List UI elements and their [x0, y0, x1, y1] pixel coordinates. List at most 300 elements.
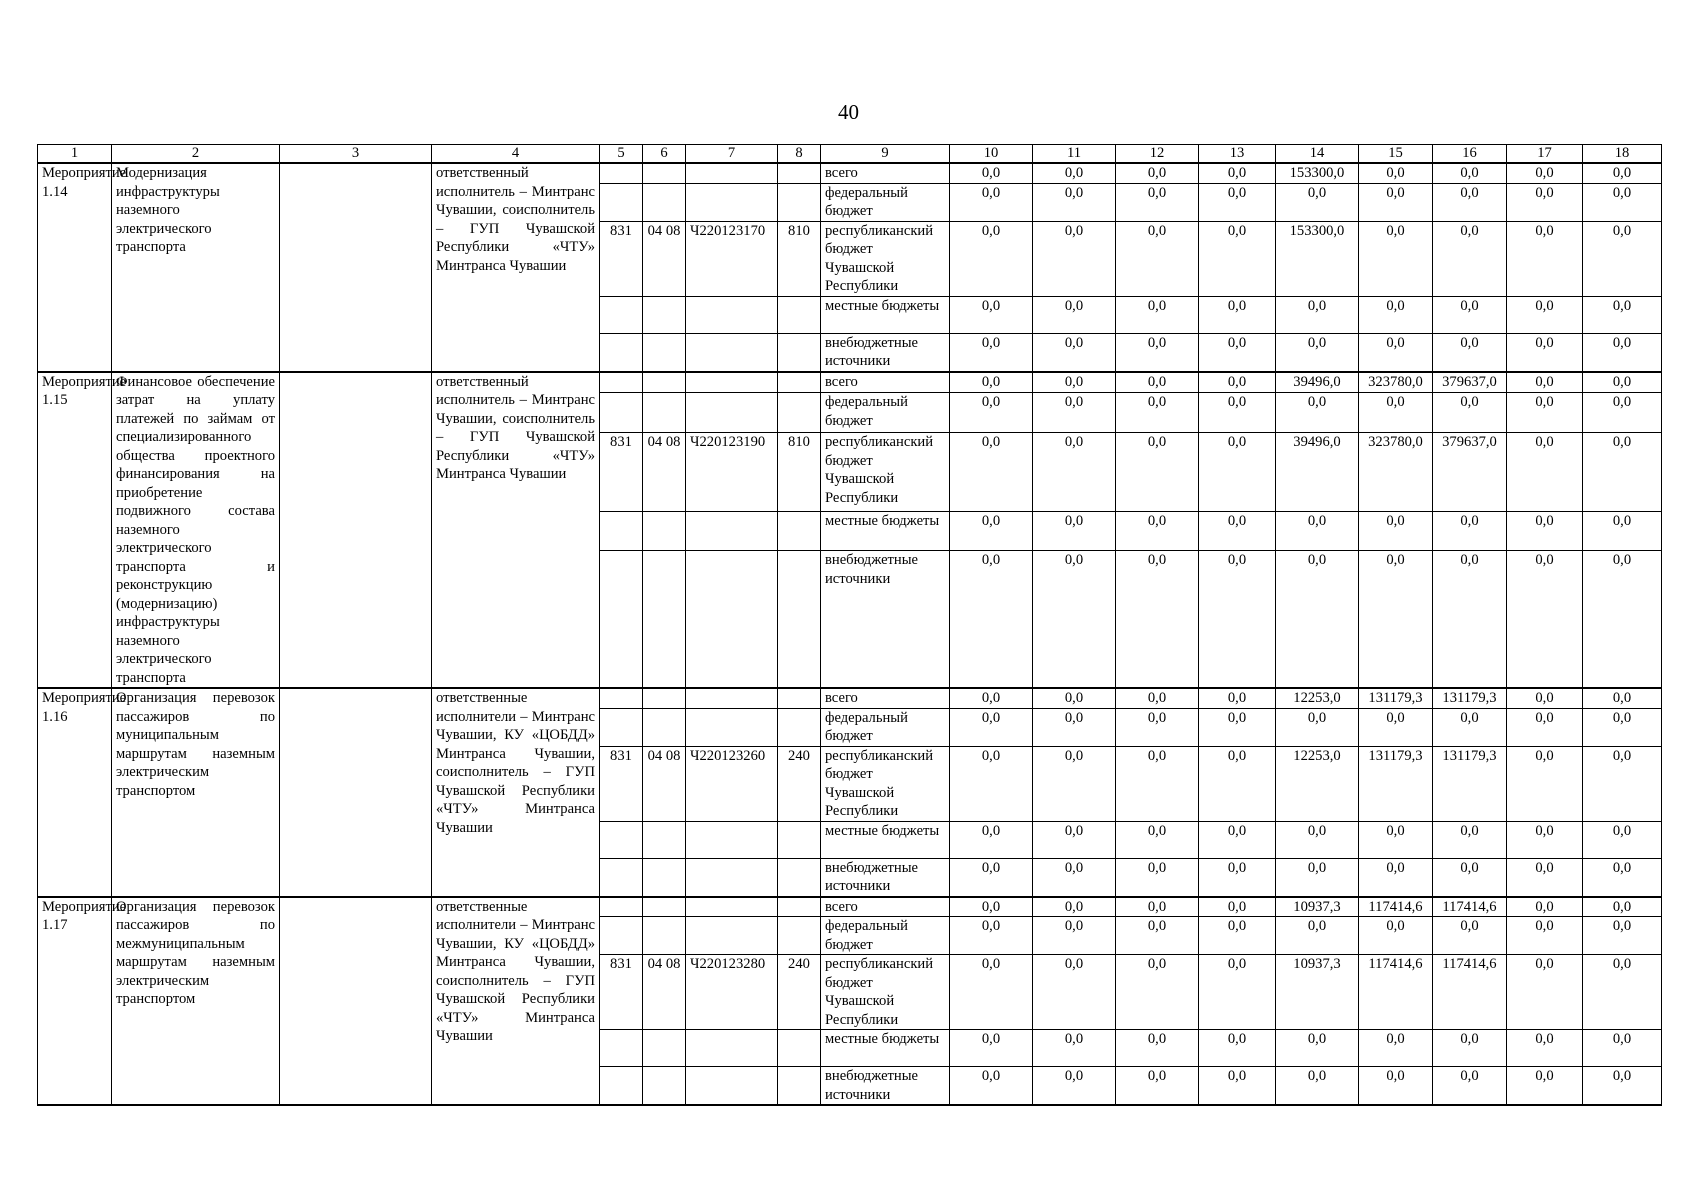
- amount-cell: 0,0: [1199, 708, 1276, 746]
- amount-cell: 0,0: [1199, 372, 1276, 393]
- csr-code: [686, 917, 778, 955]
- grbs-code: 831: [600, 746, 643, 821]
- vr-code: [778, 688, 821, 708]
- amount-cell: 0,0: [1583, 1030, 1662, 1067]
- vr-code: [778, 708, 821, 746]
- amount-cell: 0,0: [1199, 955, 1276, 1030]
- source-label: федеральный бюджет: [821, 708, 950, 746]
- measure-executors: ответственный исполнитель – Минтранс Чувашии, соисполнитель – ГУП Чувашской Республики «ЧТУ» Минтранса Чувашии: [432, 163, 600, 372]
- amount-cell: 0,0: [1116, 333, 1199, 372]
- source-label: всего: [821, 163, 950, 183]
- csr-code: [686, 372, 778, 393]
- amount-cell: 131179,3: [1433, 688, 1507, 708]
- rzpr-code: [643, 296, 686, 333]
- amount-cell: 0,0: [1433, 821, 1507, 858]
- amount-cell: 0,0: [1507, 821, 1583, 858]
- amount-cell: 0,0: [1433, 708, 1507, 746]
- source-label: всего: [821, 897, 950, 917]
- amount-cell: 0,0: [1033, 512, 1116, 551]
- rzpr-code: [643, 917, 686, 955]
- amount-cell: 153300,0: [1276, 163, 1359, 183]
- rzpr-code: [643, 163, 686, 183]
- grbs-code: [600, 1030, 643, 1067]
- amount-cell: 0,0: [1433, 551, 1507, 688]
- amount-cell: 323780,0: [1359, 433, 1433, 512]
- amount-cell: 0,0: [1116, 1030, 1199, 1067]
- csr-code: Ч220123190: [686, 433, 778, 512]
- amount-cell: 0,0: [1116, 372, 1199, 393]
- amount-cell: 0,0: [1276, 183, 1359, 221]
- amount-cell: 0,0: [1116, 183, 1199, 221]
- amount-cell: 0,0: [1583, 512, 1662, 551]
- amount-cell: 0,0: [1276, 917, 1359, 955]
- measure-group: [38, 372, 1662, 689]
- column-header: 3: [280, 145, 432, 164]
- amount-cell: 0,0: [950, 393, 1033, 433]
- measure-col3: [280, 688, 432, 897]
- amount-cell: 0,0: [1583, 333, 1662, 372]
- amount-cell: 0,0: [1433, 183, 1507, 221]
- amount-cell: 0,0: [1359, 296, 1433, 333]
- rzpr-code: 04 08: [643, 955, 686, 1030]
- amount-cell: 0,0: [1507, 955, 1583, 1030]
- amount-cell: 0,0: [1359, 1067, 1433, 1106]
- measure-label: Мероприятие 1.16: [38, 688, 112, 897]
- amount-cell: 0,0: [1507, 296, 1583, 333]
- source-label: республиканский бюджет Чувашской Республики: [821, 955, 950, 1030]
- amount-cell: 0,0: [1583, 372, 1662, 393]
- vr-code: 810: [778, 433, 821, 512]
- rzpr-code: [643, 1030, 686, 1067]
- grbs-code: [600, 163, 643, 183]
- vr-code: [778, 1030, 821, 1067]
- grbs-code: [600, 917, 643, 955]
- amount-cell: 0,0: [1276, 333, 1359, 372]
- measure-executors: ответственный исполнитель – Минтранс Чувашии, соисполнитель – ГУП Чувашской Республики «ЧТУ» Минтранса Чувашии: [432, 372, 600, 689]
- amount-cell: 0,0: [1199, 746, 1276, 821]
- amount-cell: 0,0: [1507, 512, 1583, 551]
- amount-cell: 0,0: [1583, 746, 1662, 821]
- source-label: республиканский бюджет Чувашской Республики: [821, 221, 950, 296]
- vr-code: [778, 333, 821, 372]
- csr-code: [686, 821, 778, 858]
- amount-cell: 0,0: [1507, 163, 1583, 183]
- csr-code: [686, 858, 778, 897]
- amount-cell: 0,0: [1507, 393, 1583, 433]
- amount-cell: 0,0: [1116, 296, 1199, 333]
- rzpr-code: [643, 821, 686, 858]
- amount-cell: 0,0: [1033, 551, 1116, 688]
- grbs-code: [600, 183, 643, 221]
- column-header: 17: [1507, 145, 1583, 164]
- amount-cell: 0,0: [1199, 333, 1276, 372]
- amount-cell: 0,0: [1359, 221, 1433, 296]
- vr-code: 240: [778, 746, 821, 821]
- amount-cell: 0,0: [1433, 858, 1507, 897]
- amount-cell: 0,0: [1116, 746, 1199, 821]
- amount-cell: 0,0: [1276, 708, 1359, 746]
- amount-cell: 0,0: [1359, 333, 1433, 372]
- amount-cell: 0,0: [1199, 393, 1276, 433]
- column-header: 16: [1433, 145, 1507, 164]
- amount-cell: 0,0: [1507, 1030, 1583, 1067]
- vr-code: [778, 821, 821, 858]
- amount-cell: 0,0: [1583, 296, 1662, 333]
- amount-cell: 0,0: [1199, 858, 1276, 897]
- amount-cell: 0,0: [1583, 858, 1662, 897]
- amount-cell: 0,0: [1033, 821, 1116, 858]
- rzpr-code: [643, 512, 686, 551]
- amount-cell: 0,0: [1199, 183, 1276, 221]
- grbs-code: [600, 708, 643, 746]
- source-label: федеральный бюджет: [821, 183, 950, 221]
- amount-cell: 0,0: [1116, 551, 1199, 688]
- csr-code: [686, 551, 778, 688]
- rzpr-code: [643, 183, 686, 221]
- table-row: [38, 163, 1662, 183]
- amount-cell: 0,0: [1199, 917, 1276, 955]
- vr-code: [778, 551, 821, 688]
- amount-cell: 0,0: [1116, 917, 1199, 955]
- amount-cell: 0,0: [1359, 183, 1433, 221]
- csr-code: [686, 183, 778, 221]
- amount-cell: 0,0: [1583, 821, 1662, 858]
- amount-cell: 117414,6: [1433, 897, 1507, 917]
- csr-code: [686, 1030, 778, 1067]
- measure-col3: [280, 897, 432, 1106]
- amount-cell: 323780,0: [1359, 372, 1433, 393]
- column-header: 5: [600, 145, 643, 164]
- amount-cell: 0,0: [1276, 1030, 1359, 1067]
- amount-cell: 39496,0: [1276, 433, 1359, 512]
- amount-cell: 0,0: [950, 183, 1033, 221]
- amount-cell: 0,0: [1507, 183, 1583, 221]
- amount-cell: 0,0: [950, 955, 1033, 1030]
- csr-code: [686, 163, 778, 183]
- amount-cell: 0,0: [1583, 1067, 1662, 1106]
- amount-cell: 0,0: [950, 163, 1033, 183]
- amount-cell: 0,0: [1507, 897, 1583, 917]
- grbs-code: 831: [600, 955, 643, 1030]
- csr-code: [686, 688, 778, 708]
- amount-cell: 0,0: [1507, 688, 1583, 708]
- amount-cell: 0,0: [1116, 821, 1199, 858]
- vr-code: 240: [778, 955, 821, 1030]
- amount-cell: 0,0: [1433, 333, 1507, 372]
- amount-cell: 0,0: [1199, 1067, 1276, 1106]
- source-label: местные бюджеты: [821, 296, 950, 333]
- column-header: 14: [1276, 145, 1359, 164]
- amount-cell: 0,0: [1033, 688, 1116, 708]
- amount-cell: 0,0: [1359, 1030, 1433, 1067]
- source-label: местные бюджеты: [821, 821, 950, 858]
- vr-code: 810: [778, 221, 821, 296]
- vr-code: [778, 1067, 821, 1106]
- amount-cell: 0,0: [1276, 1067, 1359, 1106]
- amount-cell: 0,0: [1507, 708, 1583, 746]
- measure-group: [38, 897, 1662, 1106]
- amount-cell: 0,0: [1276, 551, 1359, 688]
- grbs-code: [600, 897, 643, 917]
- amount-cell: 0,0: [1033, 221, 1116, 296]
- amount-cell: 0,0: [950, 221, 1033, 296]
- column-header: 4: [432, 145, 600, 164]
- amount-cell: 0,0: [1116, 858, 1199, 897]
- source-label: внебюджетные источники: [821, 858, 950, 897]
- csr-code: [686, 897, 778, 917]
- amount-cell: 0,0: [1033, 296, 1116, 333]
- amount-cell: 0,0: [1033, 1030, 1116, 1067]
- amount-cell: 0,0: [1276, 393, 1359, 433]
- amount-cell: 0,0: [1433, 512, 1507, 551]
- amount-cell: 0,0: [1583, 917, 1662, 955]
- amount-cell: 0,0: [1583, 221, 1662, 296]
- grbs-code: [600, 296, 643, 333]
- amount-cell: 0,0: [950, 296, 1033, 333]
- amount-cell: 0,0: [1433, 1030, 1507, 1067]
- amount-cell: 0,0: [1276, 821, 1359, 858]
- csr-code: [686, 296, 778, 333]
- source-label: местные бюджеты: [821, 1030, 950, 1067]
- amount-cell: 0,0: [1583, 393, 1662, 433]
- amount-cell: 0,0: [1199, 1030, 1276, 1067]
- measure-label: Мероприятие 1.15: [38, 372, 112, 689]
- amount-cell: 0,0: [1116, 221, 1199, 296]
- amount-cell: 0,0: [1583, 183, 1662, 221]
- budget-table: [37, 144, 1662, 1106]
- measure-executors: ответственные исполнители – Минтранс Чувашии, КУ «ЦОБДД» Минтранса Чувашии, соисполнитель – ГУП Чувашской Республики «ЧТУ» Минтранса Чувашии: [432, 688, 600, 897]
- amount-cell: 0,0: [1199, 163, 1276, 183]
- amount-cell: 12253,0: [1276, 746, 1359, 821]
- column-header: 15: [1359, 145, 1433, 164]
- rzpr-code: [643, 551, 686, 688]
- page-number: 40: [838, 100, 859, 124]
- amount-cell: 0,0: [1507, 858, 1583, 897]
- column-header: 6: [643, 145, 686, 164]
- amount-cell: 0,0: [1433, 917, 1507, 955]
- vr-code: [778, 917, 821, 955]
- amount-cell: 0,0: [1033, 917, 1116, 955]
- amount-cell: 0,0: [1116, 708, 1199, 746]
- amount-cell: 0,0: [950, 821, 1033, 858]
- amount-cell: 0,0: [1583, 688, 1662, 708]
- amount-cell: 0,0: [950, 512, 1033, 551]
- amount-cell: 0,0: [950, 1030, 1033, 1067]
- source-label: внебюджетные источники: [821, 1067, 950, 1106]
- source-label: республиканский бюджет Чувашской Республики: [821, 746, 950, 821]
- amount-cell: 0,0: [1199, 221, 1276, 296]
- rzpr-code: 04 08: [643, 433, 686, 512]
- grbs-code: [600, 372, 643, 393]
- amount-cell: 0,0: [1507, 917, 1583, 955]
- measure-name: Модернизация инфраструктуры наземного электрического транспорта: [112, 163, 280, 372]
- csr-code: Ч220123280: [686, 955, 778, 1030]
- amount-cell: 117414,6: [1359, 897, 1433, 917]
- column-header: 12: [1116, 145, 1199, 164]
- amount-cell: 0,0: [1116, 955, 1199, 1030]
- amount-cell: 0,0: [1359, 551, 1433, 688]
- grbs-code: 831: [600, 433, 643, 512]
- column-header: 13: [1199, 145, 1276, 164]
- amount-cell: 0,0: [1359, 393, 1433, 433]
- amount-cell: 0,0: [1116, 512, 1199, 551]
- amount-cell: 0,0: [1583, 433, 1662, 512]
- measure-label: Мероприятие 1.14: [38, 163, 112, 372]
- grbs-code: [600, 1067, 643, 1106]
- amount-cell: 0,0: [950, 917, 1033, 955]
- amount-cell: 379637,0: [1433, 433, 1507, 512]
- csr-code: Ч220123170: [686, 221, 778, 296]
- amount-cell: 0,0: [1033, 433, 1116, 512]
- rzpr-code: [643, 897, 686, 917]
- measure-executors: ответственные исполнители – Минтранс Чувашии, КУ «ЦОБДД» Минтранса Чувашии, соисполнитель – ГУП Чувашской Республики «ЧТУ» Минтранса Чувашии: [432, 897, 600, 1106]
- rzpr-code: 04 08: [643, 221, 686, 296]
- amount-cell: 10937,3: [1276, 897, 1359, 917]
- amount-cell: 0,0: [950, 333, 1033, 372]
- column-header: 8: [778, 145, 821, 164]
- amount-cell: 0,0: [1199, 821, 1276, 858]
- amount-cell: 0,0: [1199, 433, 1276, 512]
- amount-cell: 0,0: [1507, 372, 1583, 393]
- amount-cell: 0,0: [1033, 858, 1116, 897]
- amount-cell: 0,0: [1276, 512, 1359, 551]
- measure-col3: [280, 372, 432, 689]
- amount-cell: 0,0: [1359, 858, 1433, 897]
- amount-cell: 0,0: [1033, 372, 1116, 393]
- table-row: [38, 688, 1662, 708]
- amount-cell: 0,0: [1033, 708, 1116, 746]
- amount-cell: 0,0: [1583, 551, 1662, 688]
- csr-code: [686, 708, 778, 746]
- amount-cell: 0,0: [1276, 858, 1359, 897]
- vr-code: [778, 183, 821, 221]
- amount-cell: 0,0: [1116, 688, 1199, 708]
- amount-cell: 117414,6: [1359, 955, 1433, 1030]
- amount-cell: 10937,3: [1276, 955, 1359, 1030]
- csr-code: [686, 1067, 778, 1106]
- vr-code: [778, 372, 821, 393]
- amount-cell: 131179,3: [1359, 746, 1433, 821]
- amount-cell: 0,0: [1033, 163, 1116, 183]
- amount-cell: 0,0: [1033, 1067, 1116, 1106]
- grbs-code: [600, 551, 643, 688]
- amount-cell: 0,0: [1199, 688, 1276, 708]
- amount-cell: 0,0: [1033, 955, 1116, 1030]
- vr-code: [778, 393, 821, 433]
- source-label: всего: [821, 688, 950, 708]
- column-header: 10: [950, 145, 1033, 164]
- source-label: всего: [821, 372, 950, 393]
- column-header: 18: [1583, 145, 1662, 164]
- amount-cell: 0,0: [1033, 183, 1116, 221]
- amount-cell: 0,0: [1359, 163, 1433, 183]
- vr-code: [778, 858, 821, 897]
- column-header: 1: [38, 145, 112, 164]
- grbs-code: [600, 821, 643, 858]
- amount-cell: 379637,0: [1433, 372, 1507, 393]
- amount-cell: 0,0: [1116, 433, 1199, 512]
- source-label: федеральный бюджет: [821, 393, 950, 433]
- column-header: 9: [821, 145, 950, 164]
- source-label: внебюджетные источники: [821, 551, 950, 688]
- amount-cell: 0,0: [1507, 333, 1583, 372]
- amount-cell: 0,0: [950, 372, 1033, 393]
- column-header: 2: [112, 145, 280, 164]
- table-row: [38, 897, 1662, 917]
- rzpr-code: [643, 1067, 686, 1106]
- grbs-code: [600, 393, 643, 433]
- amount-cell: 0,0: [950, 708, 1033, 746]
- amount-cell: 0,0: [950, 433, 1033, 512]
- measure-name: Финансовое обеспечение затрат на уплату платежей по займам от специализированного общества проектного финансирования на приобретение подвижного состава наземного электрического транспорта и реконструкцию (модернизацию) инфраструктуры наземного электрического транспорта: [112, 372, 280, 689]
- measure-group: [38, 688, 1662, 897]
- amount-cell: 0,0: [1433, 393, 1507, 433]
- amount-cell: 0,0: [1199, 897, 1276, 917]
- rzpr-code: [643, 372, 686, 393]
- amount-cell: 117414,6: [1433, 955, 1507, 1030]
- amount-cell: 131179,3: [1359, 688, 1433, 708]
- amount-cell: 0,0: [1583, 708, 1662, 746]
- amount-cell: 0,0: [1433, 296, 1507, 333]
- amount-cell: 0,0: [1033, 393, 1116, 433]
- source-label: федеральный бюджет: [821, 917, 950, 955]
- table-row: [38, 372, 1662, 393]
- rzpr-code: [643, 858, 686, 897]
- source-label: республиканский бюджет Чувашской Республики: [821, 433, 950, 512]
- amount-cell: 0,0: [1116, 393, 1199, 433]
- amount-cell: 0,0: [950, 897, 1033, 917]
- amount-cell: 153300,0: [1276, 221, 1359, 296]
- grbs-code: [600, 333, 643, 372]
- measure-group: [38, 163, 1662, 372]
- column-header: 7: [686, 145, 778, 164]
- amount-cell: 0,0: [1433, 221, 1507, 296]
- amount-cell: 0,0: [1116, 163, 1199, 183]
- amount-cell: 0,0: [1583, 163, 1662, 183]
- rzpr-code: [643, 688, 686, 708]
- amount-cell: 12253,0: [1276, 688, 1359, 708]
- amount-cell: 0,0: [1583, 955, 1662, 1030]
- csr-code: [686, 333, 778, 372]
- amount-cell: 0,0: [1507, 1067, 1583, 1106]
- vr-code: [778, 296, 821, 333]
- amount-cell: 0,0: [950, 688, 1033, 708]
- amount-cell: 0,0: [1507, 221, 1583, 296]
- amount-cell: 0,0: [1116, 1067, 1199, 1106]
- amount-cell: 0,0: [1359, 708, 1433, 746]
- measure-label: Мероприятие 1.17: [38, 897, 112, 1106]
- csr-code: Ч220123260: [686, 746, 778, 821]
- amount-cell: 0,0: [1433, 163, 1507, 183]
- amount-cell: 0,0: [1199, 551, 1276, 688]
- vr-code: [778, 163, 821, 183]
- amount-cell: 0,0: [1033, 897, 1116, 917]
- amount-cell: 0,0: [1507, 433, 1583, 512]
- amount-cell: 0,0: [950, 1067, 1033, 1106]
- amount-cell: 0,0: [1359, 821, 1433, 858]
- amount-cell: 0,0: [950, 858, 1033, 897]
- amount-cell: 0,0: [1033, 333, 1116, 372]
- column-header: 11: [1033, 145, 1116, 164]
- measure-name: Организация перевозок пассажиров по муниципальным маршрутам наземным электрическим транспортом: [112, 688, 280, 897]
- amount-cell: 0,0: [1583, 897, 1662, 917]
- header-row: [38, 145, 1662, 164]
- amount-cell: 0,0: [1199, 512, 1276, 551]
- amount-cell: 39496,0: [1276, 372, 1359, 393]
- vr-code: [778, 512, 821, 551]
- grbs-code: 831: [600, 221, 643, 296]
- amount-cell: 0,0: [1033, 746, 1116, 821]
